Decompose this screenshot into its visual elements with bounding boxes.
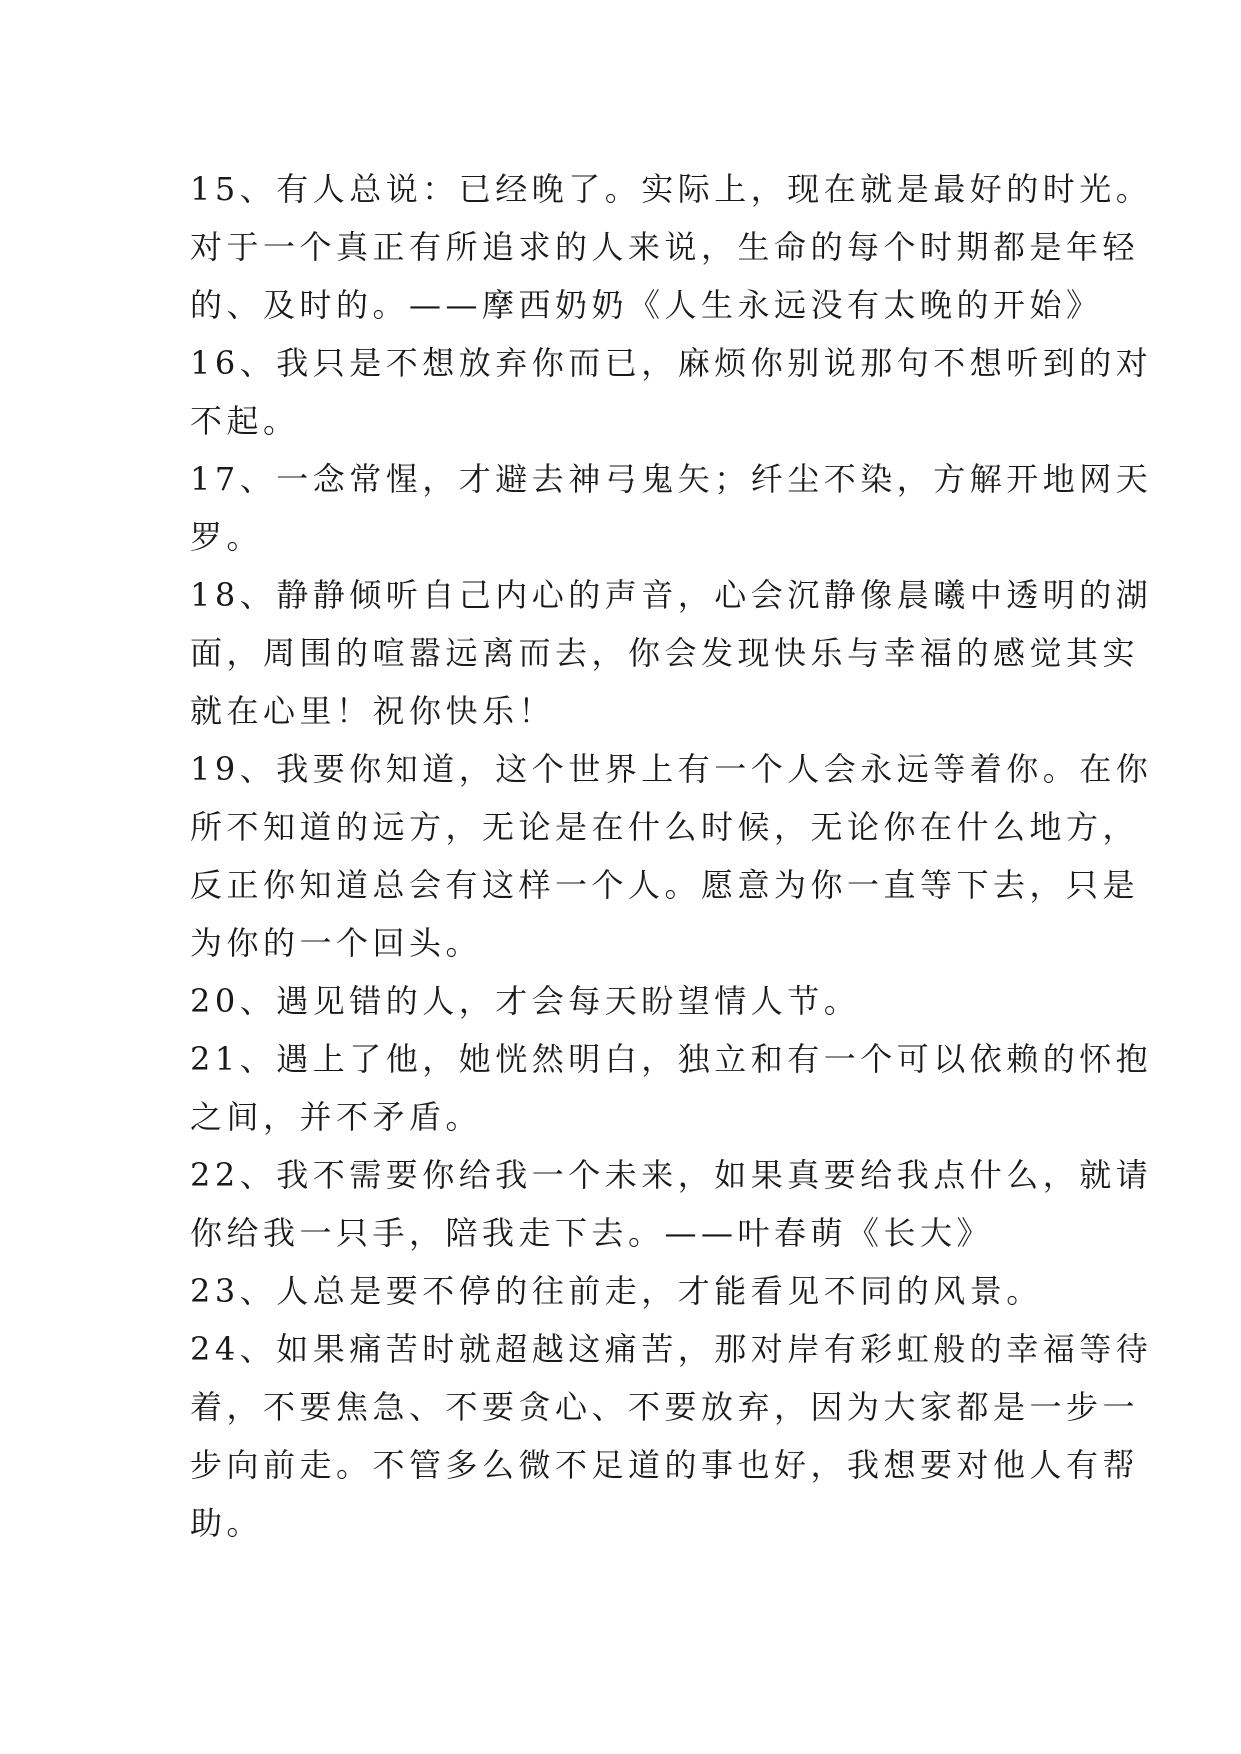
entry-22 xyxy=(190,1146,1153,1262)
entry-line: 19、我要你知道，这个世界上有一个人会永远等着你。在你 xyxy=(190,750,1153,788)
entry-23 xyxy=(190,1262,1070,1320)
entry-line: 你给我一只手，陪我走下去。——叶春萌《长大》 xyxy=(190,1214,994,1252)
entry-line: 对于一个真正有所追求的人来说，生命的每个时期都是年轻 xyxy=(190,228,1140,266)
entry-line: 的、及时的。——摩西奶奶《人生永远没有太晚的开始》 xyxy=(190,286,1103,324)
entry-line: 22、我不需要你给我一个未来，如果真要给我点什么，就请 xyxy=(190,1156,1153,1194)
entry-line: 面，周围的喧嚣远离而去，你会发现快乐与幸福的感觉其实 xyxy=(190,634,1140,672)
entry-15 xyxy=(190,160,1153,334)
entry-line: 20、遇见错的人，才会每天盼望情人节。 xyxy=(190,982,861,1020)
entry-line: 所不知道的远方，无论是在什么时候，无论你在什么地方， xyxy=(190,808,1140,846)
entry-line: 18、静静倾听自己内心的声音，心会沉静像晨曦中透明的湖 xyxy=(190,576,1153,614)
entry-line: 15、有人总说：已经晚了。实际上，现在就是最好的时光。 xyxy=(190,170,1153,208)
entry-line: 就在心里！祝你快乐！ xyxy=(190,692,556,730)
entry-line: 步向前走。不管多么微不足道的事也好，我想要对他人有帮 xyxy=(190,1446,1140,1484)
entry-line: 助。 xyxy=(190,1504,264,1542)
entry-line: 17、一念常惺，才避去神弓鬼矢；纤尘不染，方解开地网天 xyxy=(190,460,1153,498)
entry-18 xyxy=(190,566,1153,740)
entry-19 xyxy=(190,740,1153,972)
entry-20 xyxy=(190,972,1070,1030)
document-page xyxy=(190,160,1153,1552)
entry-line: 23、人总是要不停的往前走，才能看见不同的风景。 xyxy=(190,1272,1043,1310)
entry-24 xyxy=(190,1320,1153,1552)
entry-17 xyxy=(190,450,1153,566)
entry-16 xyxy=(190,334,1153,450)
entry-line: 24、如果痛苦时就超越这痛苦，那对岸有彩虹般的幸福等待 xyxy=(190,1330,1153,1368)
entry-line: 21、遇上了他，她恍然明白，独立和有一个可以依赖的怀抱 xyxy=(190,1040,1153,1078)
entry-line: 罗。 xyxy=(190,518,264,556)
entry-line: 16、我只是不想放弃你而已，麻烦你别说那句不想听到的对 xyxy=(190,344,1153,382)
entry-line: 之间，并不矛盾。 xyxy=(190,1098,483,1136)
entry-line: 为你的一个回头。 xyxy=(190,924,483,962)
entry-line: 不起。 xyxy=(190,402,300,440)
entry-line: 反正你知道总会有这样一个人。愿意为你一直等下去，只是 xyxy=(190,866,1140,904)
entry-21 xyxy=(190,1030,1153,1146)
entry-line: 着，不要焦急、不要贪心、不要放弃，因为大家都是一步一 xyxy=(190,1388,1140,1426)
